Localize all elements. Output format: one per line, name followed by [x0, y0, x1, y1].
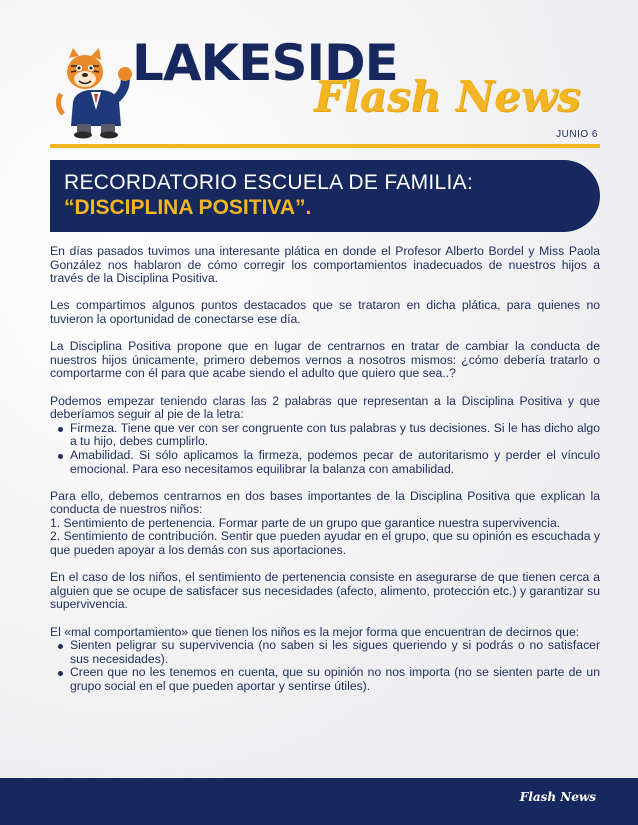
- banner-heading: RECORDATORIO ESCUELA DE FAMILIA:: [64, 171, 474, 194]
- paragraph: El «mal comportamiento» que tienen los niños es la mejor forma que encuentran de decirnos que:: [50, 624, 580, 639]
- numbered-item: 1. Sentimiento de pertenencia. Formar parte de un grupo que garantice nuestra supervivencia.: [50, 515, 561, 530]
- tiger-mascot-icon: [55, 44, 137, 139]
- newsletter-header: [0, 0, 638, 150]
- banner-title: “DISCIPLINA POSITIVA”.: [64, 196, 312, 219]
- list-item: Firmeza. Tiene que ver con ser congruente con tus palabras y tus decisiones. Si le has dicho algo a tu hijo, debes cumplirlo.: [50, 422, 600, 449]
- paragraph: Podemos empezar teniendo claras las 2 palabras que representan a la Disciplina Positiva y que deberíamos seguir al pie de la letra:: [50, 393, 600, 422]
- list-item: Creen que no les tenemos en cuenta, que su opinión no nos importa (no se sienten parte de un grupo social en el que pueden aportar y sentirse útiles).: [50, 666, 600, 693]
- list-item: Sienten peligrar su supervivencia (no saben si les sigues queriendo y si podrás o no satisfacer sus necesidades).: [50, 639, 600, 666]
- numbered-item: 2. Sentimiento de contribución. Sentir que pueden ayudar en el grupo, que su opinión es escuchada y que pueden apoyar a los demás con sus aportaciones.: [50, 529, 600, 558]
- page-footer: [0, 778, 638, 825]
- masthead-subtitle: Flash News: [314, 72, 581, 121]
- issue-date: JUNIO 6: [556, 129, 598, 140]
- article-banner: [50, 160, 600, 232]
- bullet-list: [50, 639, 600, 693]
- paragraph: Para ello, debemos centrarnos en dos bases importantes de la Disciplina Positiva que explican la conducta de nuestros niños:: [50, 488, 600, 517]
- footer-brand: Flash News: [519, 790, 596, 804]
- article-body: [50, 245, 600, 707]
- masthead-title: LAKESIDE: [132, 34, 398, 92]
- paragraph: En días pasados tuvimos una interesante plática en donde el Profesor Alberto Bordel y Miss Paola González nos hablaron de cómo corregir los comportamientos inadecuados de nuestros hijos a través de la Disciplina Positiva.: [50, 244, 600, 286]
- paragraph: La Disciplina Positiva propone que en lugar de centrarnos en tratar de cambiar la conducta de nuestros hijos únicamente, primero debemos vernos a nosotros mismos: ¿cómo debería tratarlo o comportarme con él para que acabe siendo el adulto que quiero que sea..?: [50, 339, 600, 381]
- paragraph: En el caso de los niños, el sentimiento de pertenencia consiste en asegurarse de que tienen cerca a alguien que se ocupe de satisfacer sus necesidades (afecto, alimento, protección etc.) y garantizar su supervivencia.: [50, 570, 600, 612]
- bullet-list: [50, 422, 600, 476]
- list-item: Amabilidad. Si sólo aplicamos la firmeza, podemos pecar de autoritarismo y perder el vínculo emocional. Para eso necesitamos equilibrar la balanza con amabilidad.: [50, 449, 600, 476]
- paragraph: Les compartimos algunos puntos destacados que se trataron en dicha plática, para quienes no tuvieron la oportunidad de conectarse ese día.: [50, 298, 600, 326]
- header-divider: [50, 144, 600, 148]
